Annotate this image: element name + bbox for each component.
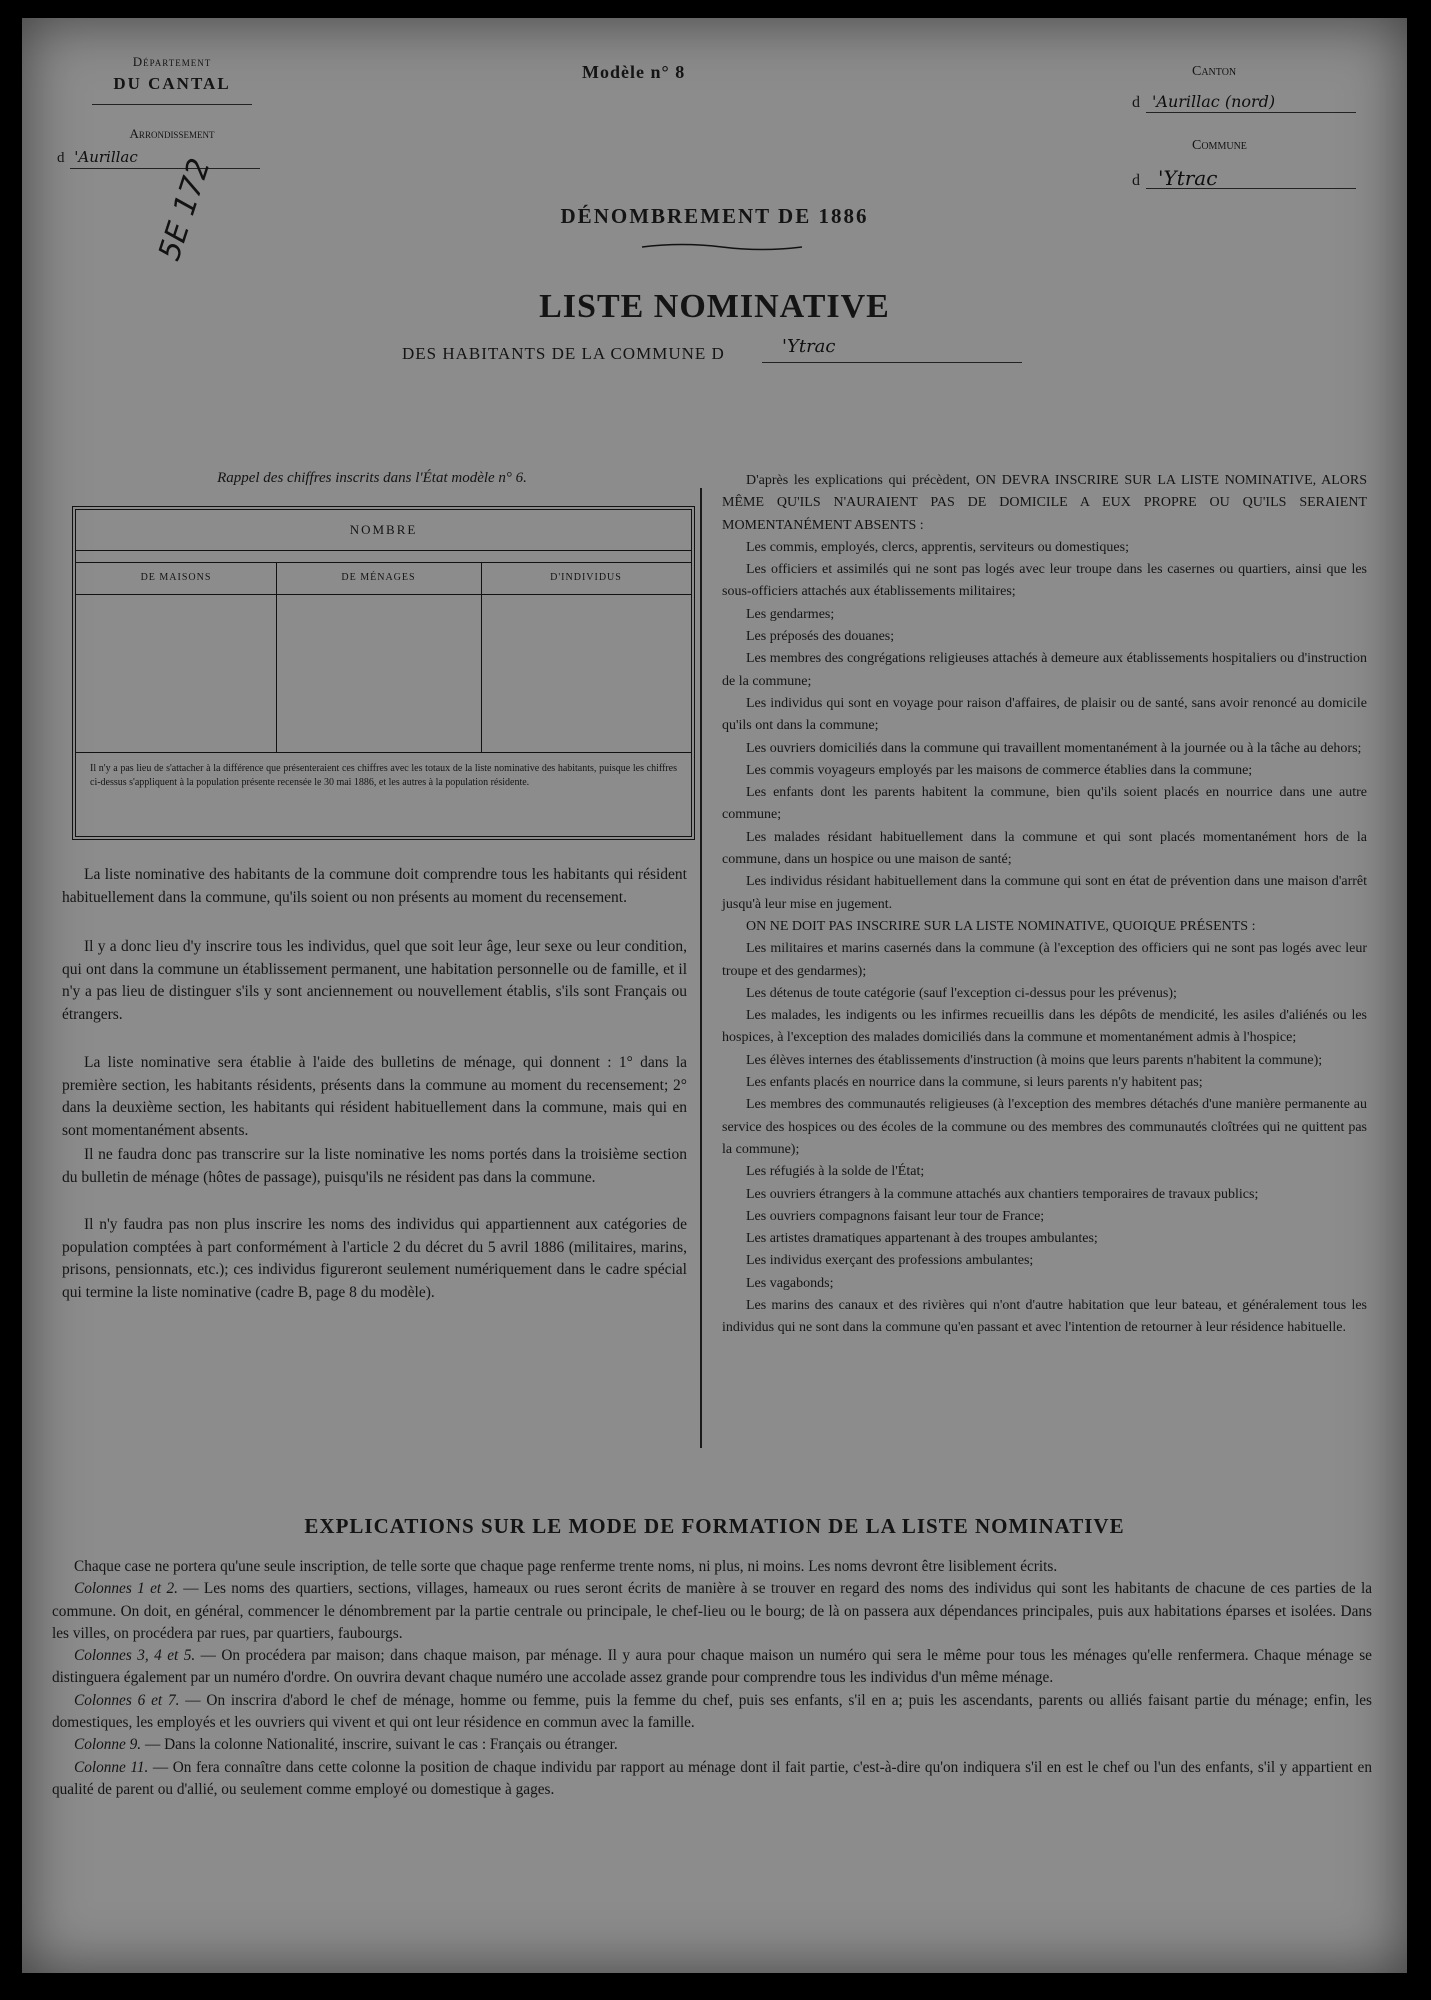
nombre-bottom-rule — [76, 752, 691, 753]
explications-body — [52, 1556, 1372, 1801]
rule-item: Les enfants placés en nourrice dans la commune, si leurs parents n'y habitent pas; — [746, 1075, 1203, 1091]
archive-call-number: 5E 172 — [152, 154, 218, 265]
rule-item: Les malades, les indigents ou les infirmes recueillis dans les dépôts de mendicité, les asiles d'aliénés ou les hospices, à l'exception des malades domiciliés dans la commune et momentanément admis à l'hospice; — [722, 1008, 1367, 1046]
rule-item: Les militaires et marins casernés dans la commune (à l'exception des officiers qui ne sont pas logés avec leur troupe et des gendarmes); — [722, 941, 1367, 979]
left-paragraph: La liste nominative des habitants de la commune doit comprendre tous les habitants qui résident habituellement dans la commune, qu'ils soient ou non présents au moment du recensement. — [62, 866, 687, 906]
rule-intro: D'après les explications qui précèdent, ON DEVRA INSCRIRE SUR LA LISTE NOMINATIVE, ALORS MÊME QU'ILS N'AURAIENT PAS DE DOMICILE A EUX PROPRE OU QU'ILS SERAIENT MOMENTANÉMENT ABSENTS : — [722, 473, 1367, 533]
rule-item: Les individus exerçant des professions ambulantes; — [746, 1253, 1034, 1269]
canton-label: Canton — [1192, 64, 1237, 79]
column-divider — [700, 488, 702, 1448]
nombre-rule — [76, 550, 691, 551]
col-individus-header: D'INDIVIDUS — [550, 572, 622, 583]
colonne-label: Colonne 9. — [74, 1736, 142, 1754]
canton-field — [1132, 92, 1275, 112]
habitants-subtitle: DES HABITANTS DE LA COMMUNE D — [402, 344, 725, 363]
rule-item: Les préposés des douanes; — [746, 629, 895, 645]
rule-item: Les artistes dramatiques appartenant à des troupes ambulantes; — [746, 1231, 1098, 1247]
colonne-text: — On inscrira d'abord le chef de ménage, homme ou femme, puis la femme du chef, puis ses enfants, s'il en a; puis les ascendants, parents ou alliés faisant partie du ménage; enfin, les domestiques, les employés et les ouvriers qui vivent et qui ont leur résidence en commun avec la famille. — [52, 1691, 1372, 1732]
canton-underline — [1146, 112, 1356, 113]
explication-colonne-11 — [52, 1757, 1372, 1802]
habitants-underline — [762, 362, 1022, 363]
arrondissement-prefix: d — [57, 150, 65, 166]
rule-item: Les vagabonds; — [746, 1275, 834, 1291]
arrondissement-underline — [70, 168, 260, 169]
commune-field — [1132, 166, 1217, 190]
colonne-text: — Dans la colonne Nationalité, inscrire, suivant le cas : Français ou étranger. — [141, 1736, 618, 1754]
rule-item: Les ouvriers étrangers à la commune attachés aux chantiers temporaires de travaux publics; — [746, 1186, 1259, 1202]
nombre-header-rule — [76, 562, 691, 563]
nombre-note: Il n'y a pas lieu de s'attacher à la différence que présenteraient ces chiffres avec les totaux de la liste nominative des habitants, puisque les chiffres ci-dessus s'appliquent à la population présente recensée le 30 mai 1886, et les autres à la population résidente. — [90, 763, 677, 788]
rule-item: Les commis voyageurs employés par les maisons de commerce établies dans la commune; — [746, 762, 1253, 778]
explications-heading: EXPLICATIONS SUR LE MODE DE FORMATION DE LA LISTE NOMINATIVE — [304, 1514, 1125, 1538]
colonne-text: — On fera connaître dans cette colonne la position de chaque individu par rapport au ménage dont il fait partie, c'est-à-dire qu'on indiquera s'il en est le chef ou l'un des enfants, s'il y appartient en qualité de parent ou d'allié, ou seulement comme employé ou domestique à gages. — [52, 1758, 1372, 1798]
header-rule — [92, 104, 252, 105]
explication-colonnes-1-2 — [52, 1578, 1372, 1645]
left-paragraph: Il y a donc lieu d'y inscrire tous les individus, quel que soit leur âge, leur sexe ou leur condition, qui ont dans la commune un établissement permanent, une habitation personnelle ou de famille, et il n'y a pas lieu de distinguer s'ils y sont anciennement ou nouvellement établis, s'ils sont Français ou étrangers. — [62, 938, 687, 1023]
rule-item: Les gendarmes; — [746, 606, 835, 622]
colonne-text: — Les noms des quartiers, sections, villages, hameaux ou rues seront écrits de manière à se trouver en regard des noms des individus qui sont les habitants de chacune de ces parties de la commune. On doit, en général, commencer le dénombrement par la partie centrale ou principale, le chef-lieu ou le bourg; de là on passera aux dépendances principales, puis aux habitations éparses et isolées. Dans les villes, on procédera par rues, par quartiers, faubourgs. — [52, 1580, 1372, 1642]
liste-nominative-title: LISTE NOMINATIVE — [539, 288, 890, 325]
colonne-label: Colonne 11. — [74, 1758, 149, 1776]
rule-item: Les commis, employés, clercs, apprentis, serviteurs ou domestiques; — [746, 539, 1129, 555]
departement-name: DU CANTAL — [113, 74, 231, 93]
nombre-heading: NOMBRE — [349, 522, 418, 537]
arrondissement-label: Arrondissement — [129, 126, 215, 141]
nombre-table — [72, 506, 695, 840]
rule-item: Les individus qui sont en voyage pour raison d'affaires, de plaisir ou de santé, sans avoir renoncé au domicile qu'ils ont dans la commune; — [722, 695, 1367, 734]
rappel-caption: Rappel des chiffres inscrits dans l'État modèle n° 6. — [217, 470, 527, 486]
arrondissement-field — [57, 148, 138, 167]
arrondissement-value: 'Aurillac — [74, 148, 138, 166]
rule-item: Les marins des canaux et des rivières qui n'ont d'autre habitation que leur bateau, et généralement tous les individus qui ne sont dans la commune qu'en passant et avec l'intention de retourner à leur résidence habituelle. — [722, 1297, 1367, 1336]
explication-intro: Chaque case ne portera qu'une seule inscription, de telle sorte que chaque page renferme trente noms, ni plus, ni moins. Les noms devront être lisiblement écrits. — [74, 1558, 1058, 1575]
col-maisons-header: DE MAISONS — [140, 572, 212, 583]
rule-item: Les détenus de toute catégorie (sauf l'exception ci-dessus pour les prévenus); — [746, 985, 1177, 1001]
left-paragraph: Il n'y faudra pas non plus inscrire les noms des individus qui appartiennent aux catégories de population comptées à part conformément à l'article 2 du décret du 5 avril 1886 (militaires, marins, prisons, pensionnats, etc.); ces individus figureront seulement numériquement dans le cadre spécial qui termine la liste nominative (cadre B, page 8 du modèle). — [62, 1216, 687, 1301]
colonne-text: — On procédera par maison; dans chaque maison, par ménage. Il y aura pour chaque maison un numéro qui sera le même pour tous les ménages qu'elle renfermera. Chaque ménage se distinguera également par un numéro d'ordre. On ouvrira devant chaque numéro une accolade assez grande pour comprendre tous les individus d'un même ménage. — [52, 1647, 1372, 1687]
rule-item: Les membres des communautés religieuses (à l'exception des membres détachés d'une manière permanente au service des hospices ou des écoles de la commune ou des membres des communautés cloîtrées qui ne quittent pas la commune); — [722, 1097, 1367, 1157]
rule-exclusion-heading: ON NE DOIT PAS INSCRIRE SUR LA LISTE NOMINATIVE, QUOIQUE PRÉSENTS : — [746, 918, 1256, 934]
explication-colonnes-3-5 — [52, 1645, 1372, 1690]
rule-item: Les officiers et assimilés qui ne sont pas logés avec leur troupe dans les casernes ou quartiers, ainsi que les sous-officiers attachés aux établissements militaires; — [722, 562, 1367, 600]
departement-label: Département — [132, 54, 212, 69]
nombre-subheader-rule — [76, 594, 691, 595]
habitants-commune-value: 'Ytrac — [782, 336, 836, 357]
colonne-label: Colonnes 6 et 7. — [74, 1691, 180, 1709]
commune-value: 'Ytrac — [1158, 166, 1218, 190]
inscription-rules-list — [722, 470, 1367, 1340]
denombrement-title: DÉNOMBREMENT DE 1886 — [560, 204, 869, 228]
rule-item: Les individus résidant habituellement dans la commune qui sont en état de prévention dans une maison d'arrêt jusqu'à leur mise en jugement. — [722, 874, 1367, 912]
canton-value: 'Aurillac (nord) — [1152, 92, 1276, 111]
rule-item: Les ouvriers compagnons faisant leur tour de France; — [746, 1208, 1045, 1224]
rule-item: Les enfants dont les parents habitent la commune, bien qu'ils soient placés en nourrice dans une autre commune; — [722, 785, 1367, 823]
rule-item: Les membres des congrégations religieuses attachés à demeure aux établissements hospitaliers ou d'instruction de la commune; — [722, 651, 1367, 689]
explication-colonnes-6-7 — [52, 1690, 1372, 1735]
rule-item: Les ouvriers domiciliés dans la commune qui travaillent momentanément à la journée ou à la tâche au dehors; — [746, 740, 1362, 756]
canton-prefix: d — [1132, 94, 1140, 111]
left-paragraph: Il ne faudra donc pas transcrire sur la liste nominative les noms portés dans la troisième section du bulletin de ménage (hôtes de passage), puisqu'ils ne résident pas dans la commune. — [62, 1146, 687, 1186]
col-divider-1 — [276, 562, 277, 752]
col-divider-2 — [481, 562, 482, 752]
modele-number: Modèle n° 8 — [582, 62, 686, 82]
commune-prefix: d — [1132, 172, 1140, 189]
colonne-label: Colonnes 3, 4 et 5. — [74, 1647, 196, 1665]
col-menages-header: DE MÉNAGES — [341, 572, 416, 583]
commune-underline — [1146, 188, 1356, 189]
commune-label: Commune — [1192, 138, 1247, 153]
explication-colonne-9 — [52, 1734, 1372, 1756]
colonne-label: Colonnes 1 et 2. — [74, 1580, 178, 1598]
rule-item: Les élèves internes des établissements d'instruction (à moins que leurs parents n'habitent la commune); — [746, 1052, 1323, 1068]
rule-item: Les réfugiés à la solde de l'État; — [746, 1164, 925, 1180]
ornament-swash — [642, 242, 802, 252]
census-form-page — [22, 18, 1407, 1973]
rule-item: Les malades résidant habituellement dans la commune et qui sont placés momentanément hors de la commune, dans un hospice ou une maison de santé; — [722, 829, 1367, 868]
left-paragraph: La liste nominative sera établie à l'aide des bulletins de ménage, qui donnent : 1° dans la première section, les habitants résidents, présents dans la commune au moment du recensement; 2° dans la deuxième section, les habitants qui résident habituellement dans la commune, mais qui en sont momentanément absents. — [62, 1054, 687, 1139]
